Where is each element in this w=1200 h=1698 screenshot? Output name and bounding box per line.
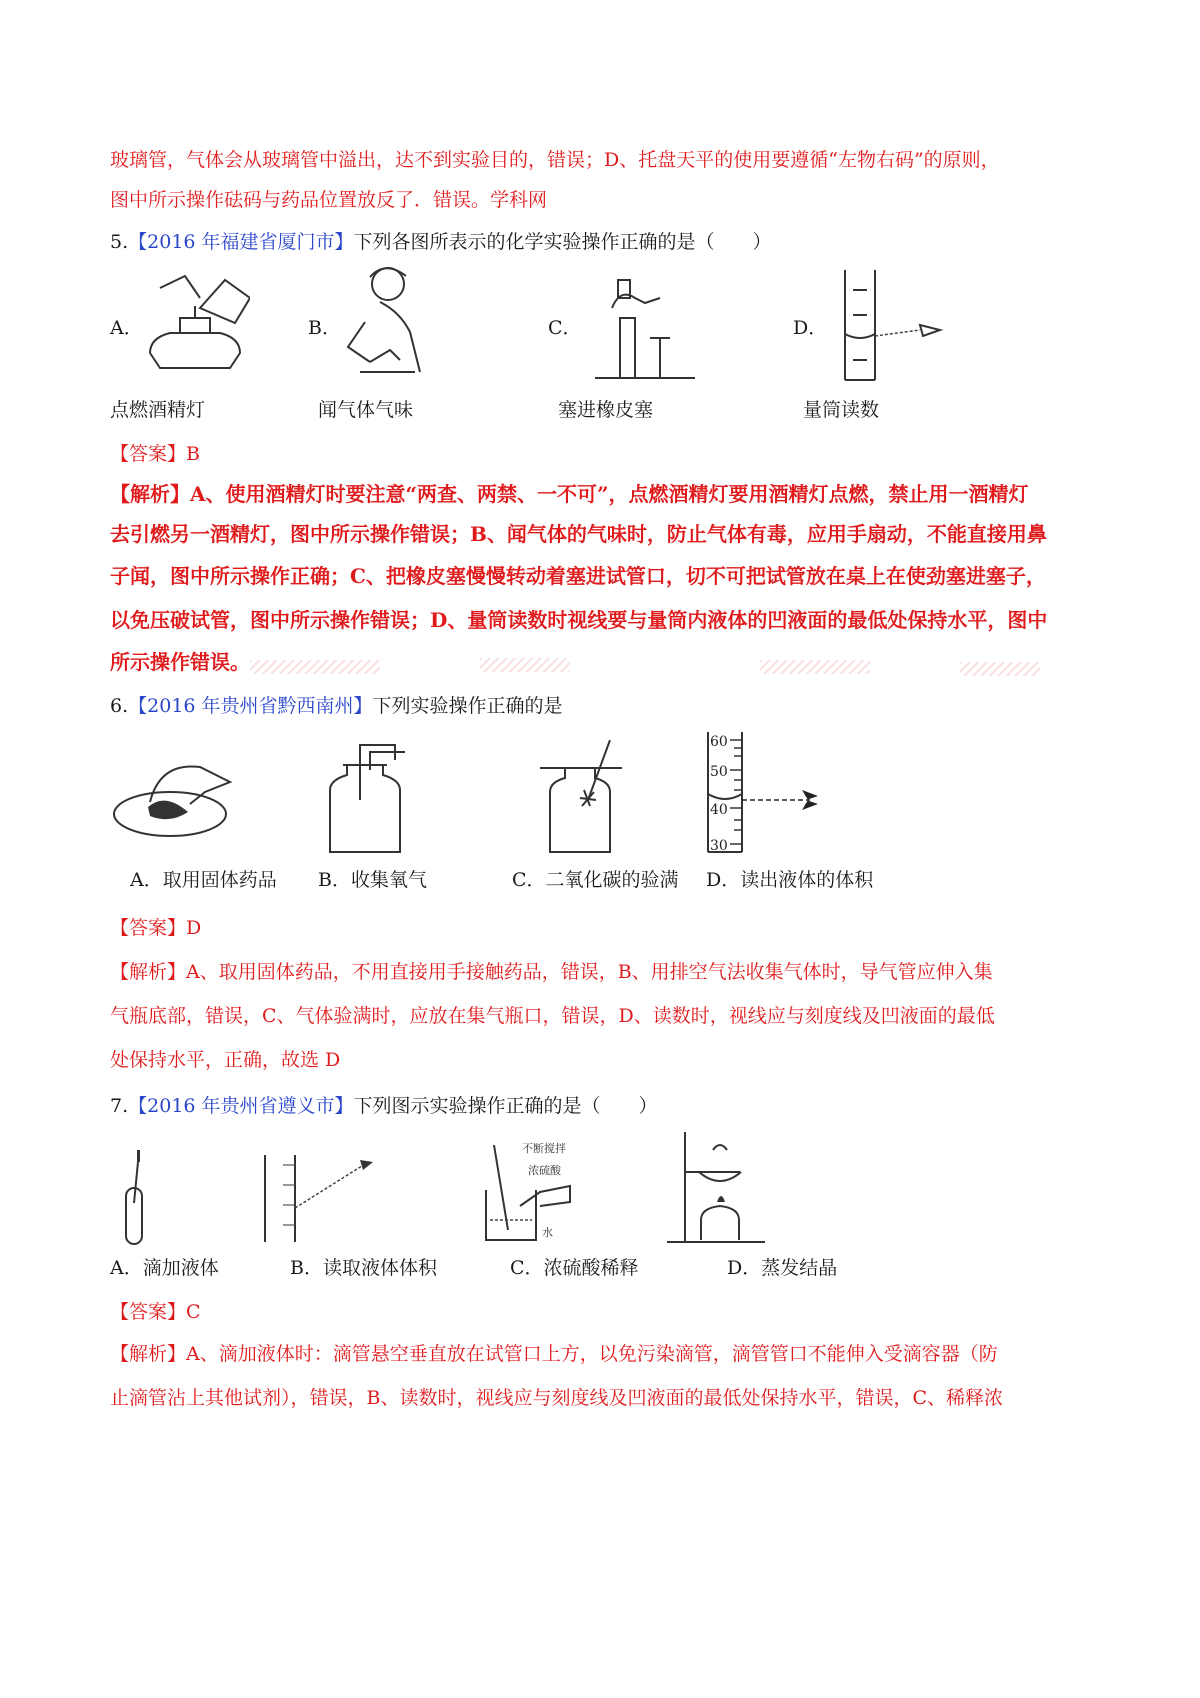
scan-artifact (760, 660, 870, 674)
q6-caption-b: B．收集氧气 (318, 869, 427, 891)
q7-caption-c: C．浓硫酸稀释 (510, 1257, 639, 1279)
question-source: 【2016 年贵州省遵义市】 (128, 1095, 354, 1117)
analysis-5-line-5: 所示操作错误。 (110, 650, 250, 674)
analysis-7-line-1: 【解析】A、滴加液体时：滴管悬空垂直放在试管口上方，以免污染滴管，滴管管口不能伸入受滴容器（防 (110, 1343, 998, 1365)
question-source: 【2016 年贵州省黔西南州】 (128, 695, 373, 717)
tick-40: 40 (710, 802, 728, 818)
question-number: 5. (110, 231, 129, 253)
question-7-stem (110, 1094, 658, 1118)
analysis-5-line-2: 去引燃另一酒精灯，图中所示操作错误；B、闻气体的气味时，防止气体有毒，应用手扇动，不能直接用鼻 (110, 522, 1047, 546)
tick-60: 60 (710, 734, 728, 750)
option-c-letter: C． (548, 317, 582, 339)
analysis-5-line-3: 子闻，图中所示操作正确；C、把橡皮塞慢慢转动着塞进试管口，切不可把试管放在桌上在使劲塞进塞子， (110, 564, 1046, 588)
q7-caption-d: D．蒸发结晶 (727, 1257, 838, 1279)
figure-alcohol-lamp-lighting (140, 268, 250, 378)
figure-graduated-cylinder-reading (700, 730, 890, 856)
analysis-6-line-3: 处保持水平，正确，故选 D (110, 1049, 341, 1071)
figure-inserting-stopper (590, 268, 700, 383)
label-sulfuric-acid: 浓硫酸 (528, 1164, 561, 1177)
caption-b: 闻气体气味 (318, 399, 414, 421)
answer-5: 【答案】B (110, 443, 200, 465)
figure-cylinder-reading (835, 270, 945, 385)
question-5-stem (110, 230, 772, 254)
figure-diluting-sulfuric-acid (480, 1140, 610, 1248)
figure-taking-solid-by-hand (110, 752, 250, 842)
caption-d: 量筒读数 (803, 399, 880, 421)
figure-co2-full-test (540, 740, 640, 860)
figure-smelling-gas (340, 262, 450, 380)
figure-dropping-liquid (110, 1148, 170, 1248)
question-text: 下列各图所表示的化学实验操作正确的是（ ） (353, 231, 772, 253)
tick-30: 30 (710, 838, 728, 854)
q6-caption-c: C．二氧化碳的验满 (512, 869, 679, 891)
answer-7: 【答案】C (110, 1301, 201, 1323)
analysis-7-line-2: 止滴管沾上其他试剂），错误，B、读数时，视线应与刻度线及凹液面的最低处保持水平，错误，C、稀释浓 (110, 1387, 1004, 1409)
analysis-5-line-4: 以免压破试管，图中所示操作错误；D、量筒读数时视线要与量筒内液体的凹液面的最低处保持水平，图中 (110, 608, 1048, 632)
option-a-letter: A． (110, 317, 143, 339)
scan-artifact (960, 662, 1040, 676)
caption-c: 塞进橡皮塞 (558, 399, 654, 421)
question-source: 【2016 年福建省厦门市】 (128, 231, 354, 253)
answer-6: 【答案】D (110, 917, 202, 939)
question-text: 下列实验操作正确的是 (372, 695, 563, 717)
question-number: 7. (110, 1095, 129, 1117)
label-stirring: 不断搅拌 (522, 1142, 566, 1155)
intro-line-1: 玻璃管，气体会从玻璃管中溢出，达不到实验目的，错误；D、托盘天平的使用要遵循“左物右码”的原则， (110, 149, 1000, 171)
analysis-5-line-1: 【解析】A、使用酒精灯时要注意“两查、两禁、一不可”，点燃酒精灯要用酒精灯点燃，禁止用一酒精灯 (110, 482, 1029, 506)
question-number: 6. (110, 695, 129, 717)
option-d-letter: D． (793, 317, 828, 339)
question-6-stem (110, 694, 563, 718)
figure-evaporation-crystallization (665, 1130, 775, 1248)
q6-caption-d: D．读出液体的体积 (706, 869, 874, 891)
caption-a: 点燃酒精灯 (110, 399, 206, 421)
q6-caption-a: A．取用固体药品 (130, 869, 277, 891)
q7-caption-b: B．读取液体体积 (290, 1257, 437, 1279)
figure-reading-volume (255, 1150, 385, 1246)
label-water: 水 (542, 1226, 553, 1239)
tick-50: 50 (710, 764, 728, 780)
analysis-6-line-1: 【解析】A、取用固体药品，不用直接用手接触药品，错误，B、用排空气法收集气体时，导气管应伸入集 (110, 961, 993, 983)
intro-line-2: 图中所示操作砝码与药品位置放反了．错误。学科网 (110, 189, 548, 211)
scan-artifact (480, 658, 570, 672)
option-b-letter: B． (308, 317, 341, 339)
question-text: 下列图示实验操作正确的是（ ） (353, 1095, 658, 1117)
figure-gas-collecting-bottle (315, 740, 415, 860)
eye-icon (360, 1160, 373, 1170)
q7-caption-a: A．滴加液体 (110, 1257, 219, 1279)
scan-artifact (250, 660, 380, 674)
analysis-6-line-2: 气瓶底部，错误，C、气体验满时，应放在集气瓶口，错误，D、读数时，视线应与刻度线及凹液面的最低 (110, 1005, 995, 1027)
